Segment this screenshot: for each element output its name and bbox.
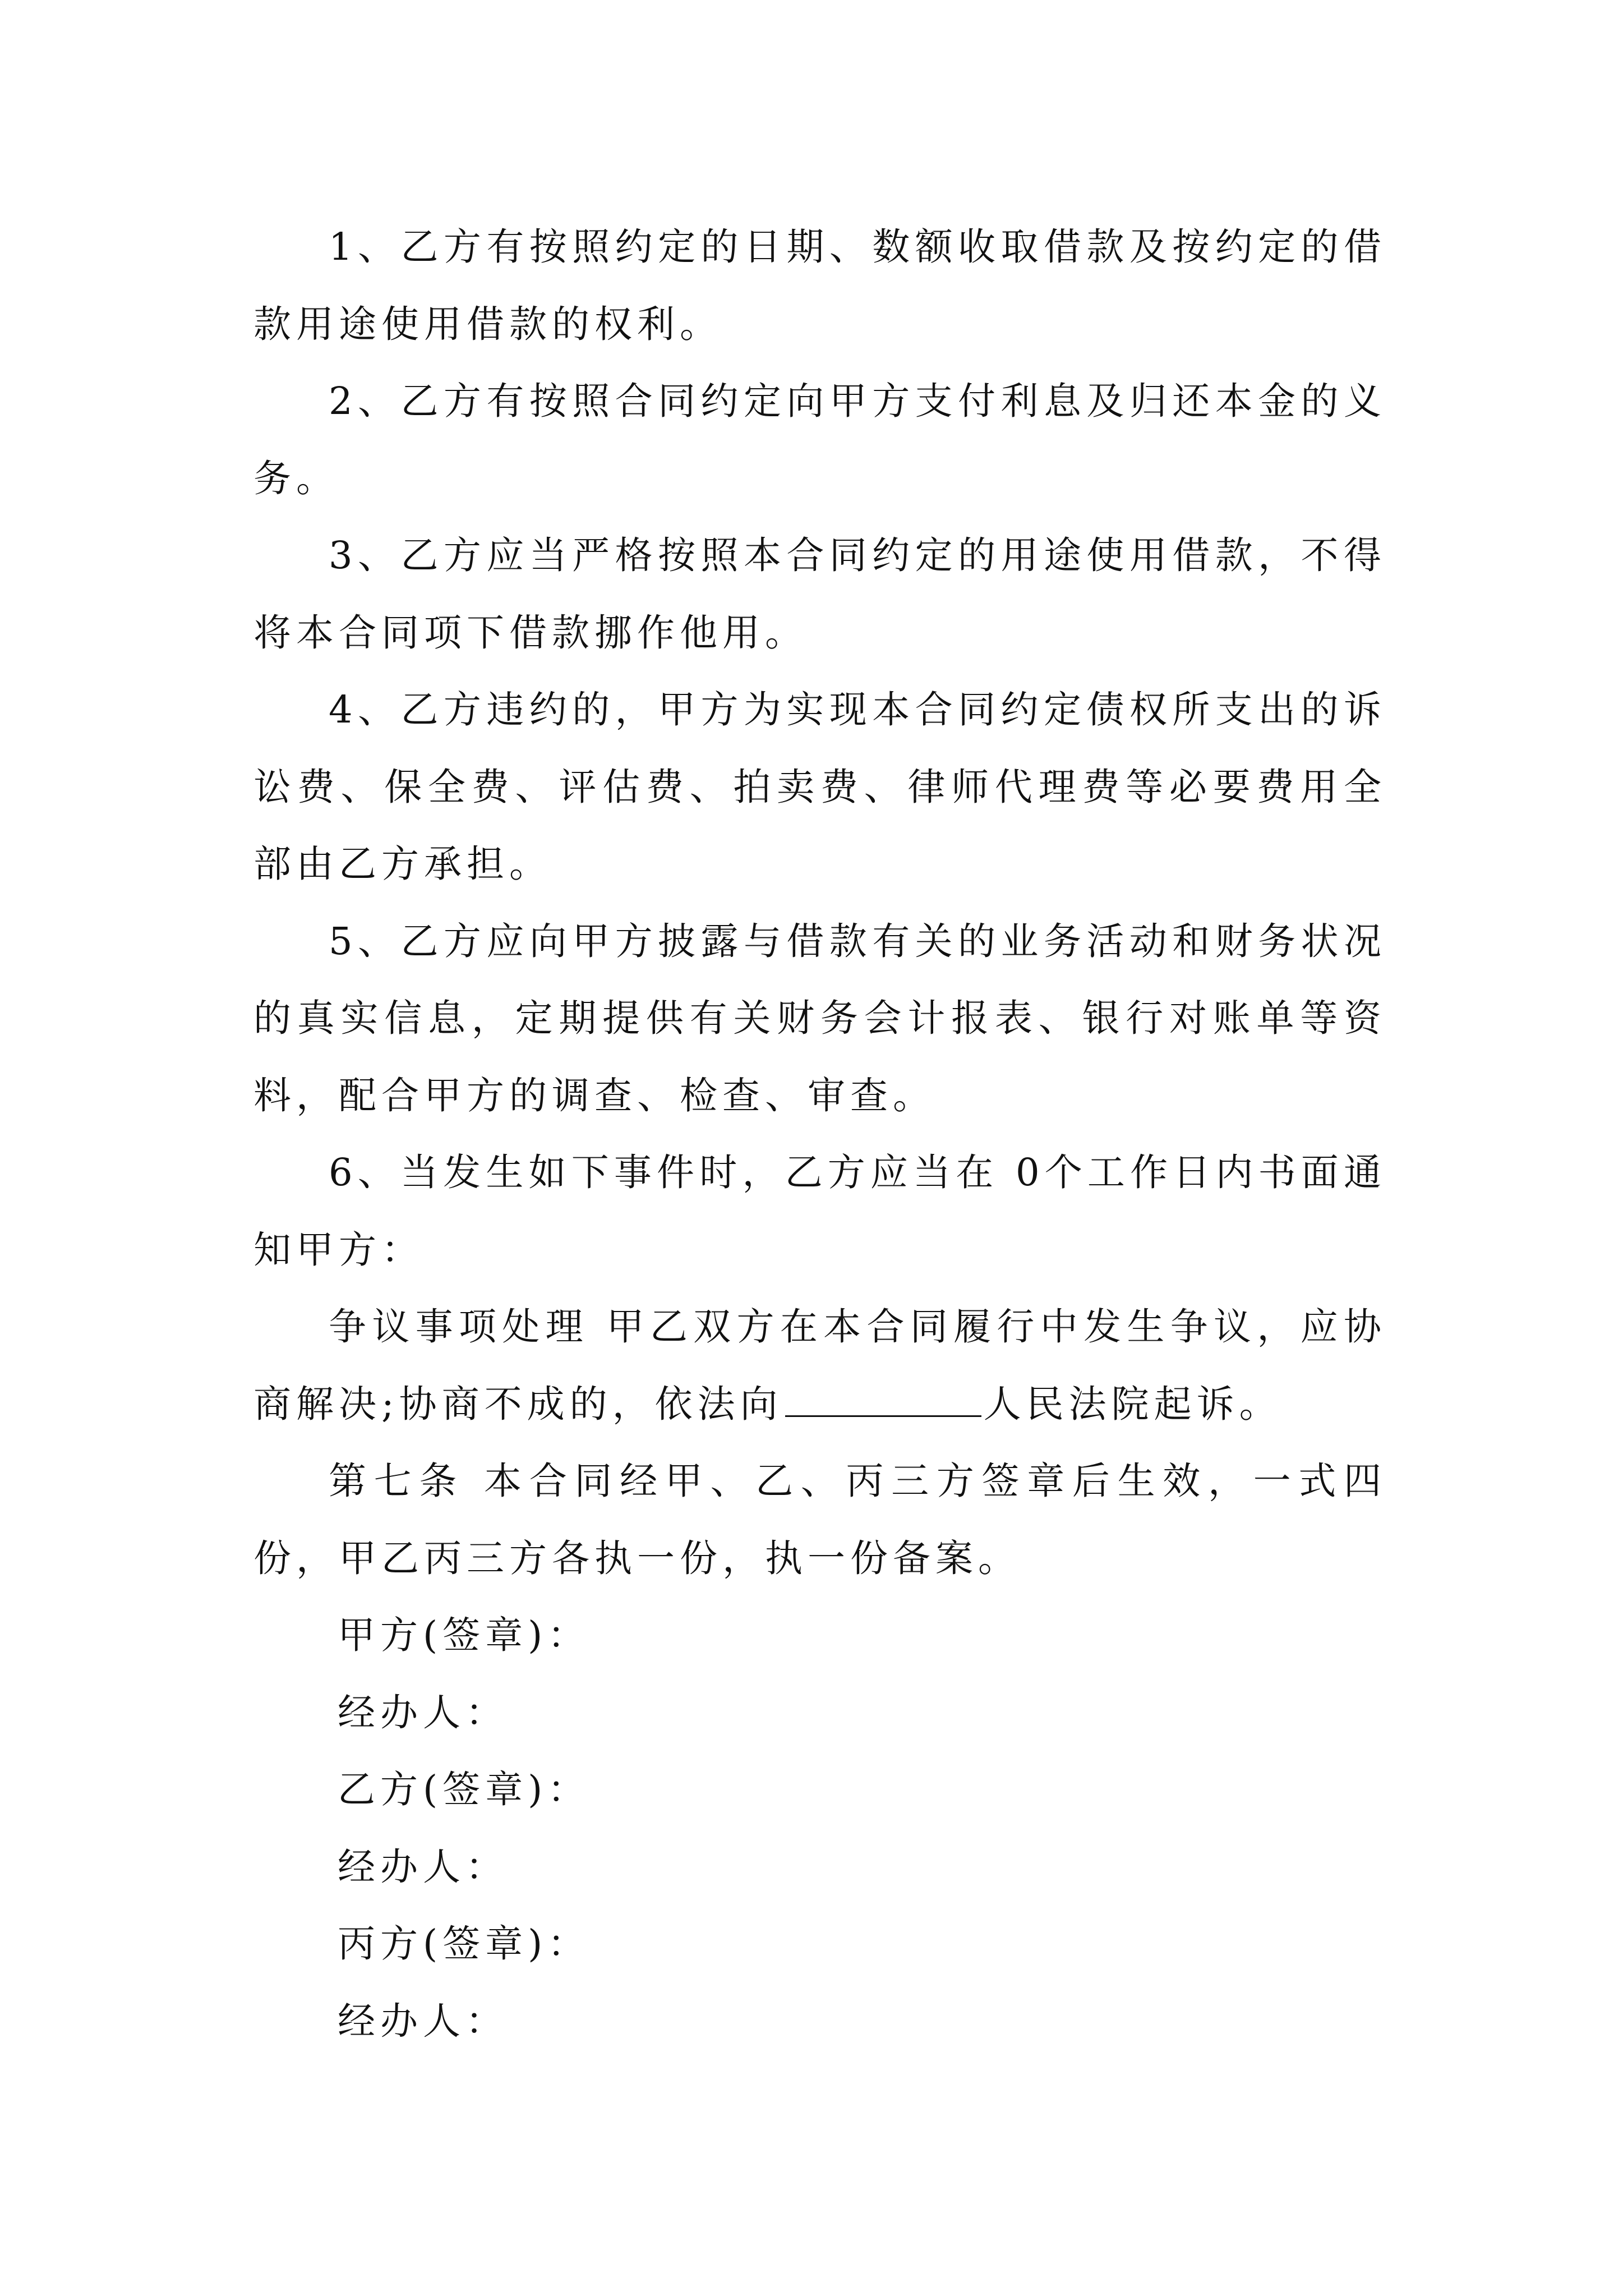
party-c-signature: 丙方(签章)： <box>338 1922 591 1966</box>
document-body <box>253 209 1386 2060</box>
party-c-agent: 经办人： <box>338 1999 508 2043</box>
party-b-signature: 乙方(签章)： <box>338 1768 591 1811</box>
dispute-text: 争议事项处理 甲乙双方在本合同履行中发生争议，应协商解决;协商不成的，依法向 <box>253 1305 1386 1426</box>
clause-5: 5、乙方应向甲方披露与借款有关的业务活动和财务状况的真实信息，定期提供有关财务会计报表、银行对账单等资料，配合甲方的调查、检查、审查。 <box>253 919 1386 1117</box>
party-a-signature: 甲方(签章)： <box>338 1613 591 1657</box>
party-b-agent: 经办人： <box>338 1844 508 1889</box>
dispute-text-end: 人民法院起诉。 <box>983 1382 1282 1426</box>
clause-6: 6、当发生如下事件时，乙方应当在 0个工作日内书面通知甲方： <box>253 1151 1386 1272</box>
clause-3: 3、乙方应当严格按照本合同约定的用途使用借款，不得将本合同项下借款挪作他用。 <box>253 533 1386 655</box>
clause-2: 2、乙方有按照合同约定向甲方支付利息及归还本金的义务。 <box>253 379 1386 500</box>
clause-4: 4、乙方违约的，甲方为实现本合同约定债权所支出的诉讼费、保全费、评估费、拍卖费、律师代理费等必要费用全部由乙方承担。 <box>253 688 1386 886</box>
dispute-clause <box>253 1289 1386 1443</box>
party-a-agent: 经办人： <box>338 1690 508 1734</box>
article-seven: 第七条 本合同经甲、乙、丙三方签章后生效，一式四份，甲乙丙三方各执一份，执一份备案。 <box>253 1459 1386 1580</box>
court-name-blank <box>785 1383 981 1417</box>
clause-1: 1、乙方有按照约定的日期、数额收取借款及按约定的借款用途使用借款的权利。 <box>253 225 1386 346</box>
